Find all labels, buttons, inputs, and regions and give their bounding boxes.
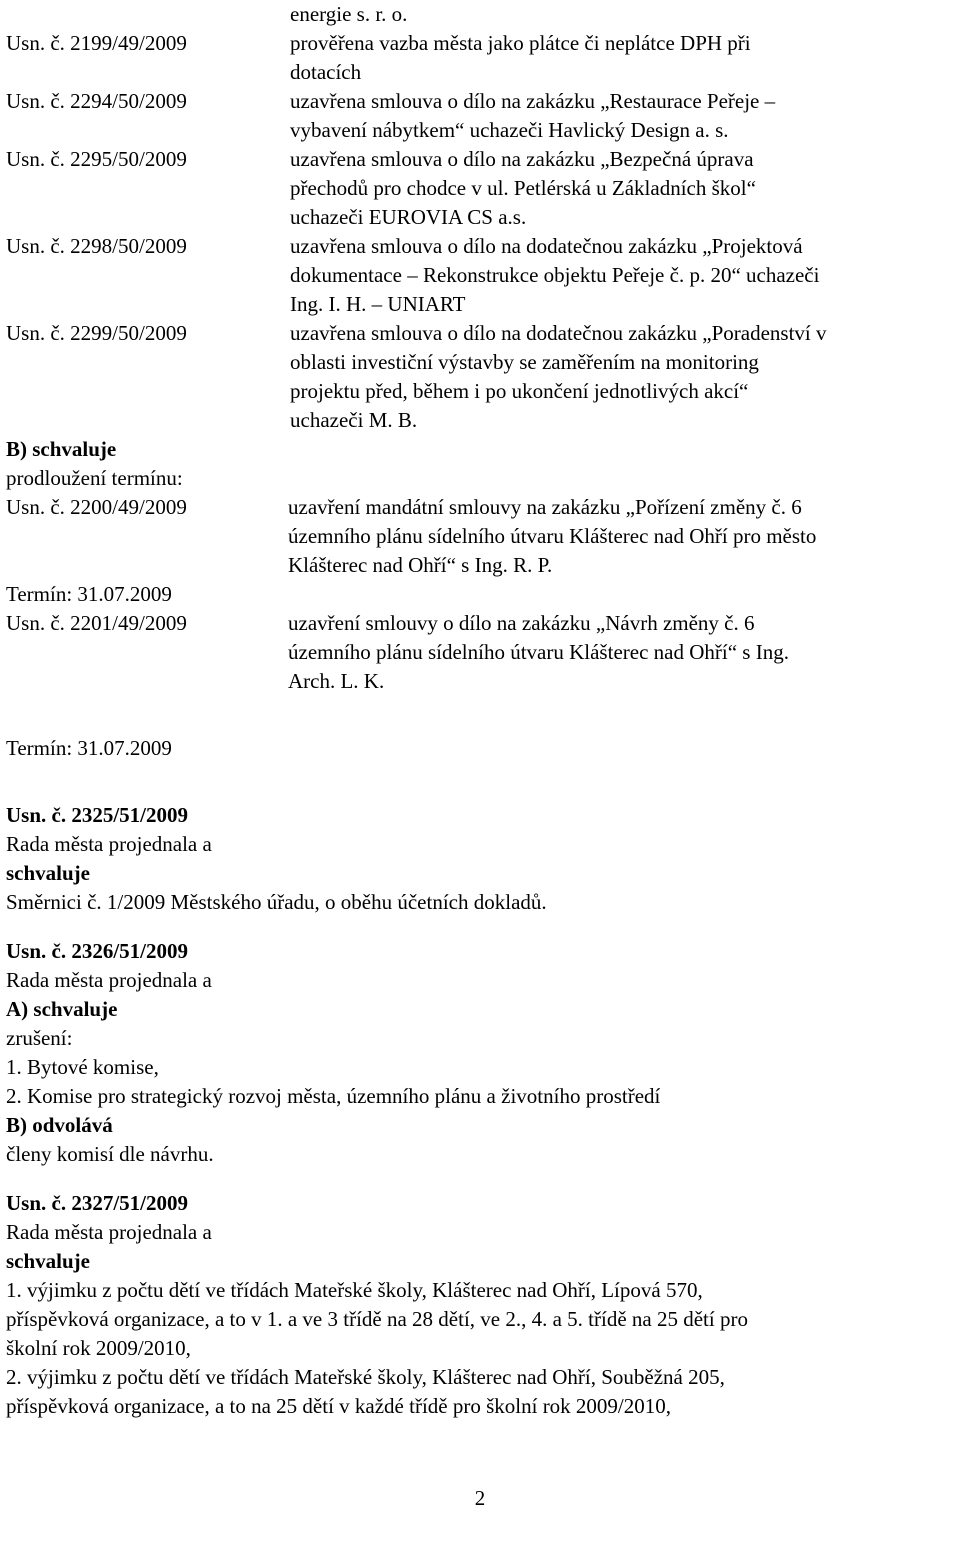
resolution-block-2325 [6,801,958,917]
resolution-2201 [6,609,958,696]
deadline-2200: Termín: 31.07.2009 [6,582,172,606]
exception-paragraph-2: 2. výjimku z počtu dětí ve třídách Mateřské školy, Klášterec nad Ohří, Souběžná 205, příspěvková organizace, a to na 25 dětí v každé třídě pro školní rok 2009/2010, [6,1365,725,1418]
resolution-verb: schvaluje [6,1249,90,1273]
resolution-list-b [6,493,958,763]
resolution-2200 [6,493,958,580]
section-b-subheading: prodloužení termínu: [6,466,183,490]
resolution-verb: schvaluje [6,861,90,885]
spacer [6,696,958,734]
resolution-label: Usn. č. 2298/50/2009 [6,234,187,258]
resolution-title: Usn. č. 2325/51/2009 [6,803,189,827]
resolution-2295 [6,145,958,232]
resolution-text: uzavřena smlouva o dílo na dodatečnou zakázku „Projektová dokumentace – Rekonstrukce objektu Peřeje č. p. 20“ uchazeči Ing. I. H. – UNIART [290,234,820,316]
resolution-2299 [6,319,958,435]
continuation-line: energie s. r. o. [290,2,408,26]
resolution-text: uzavřena smlouva o dílo na zakázku „Bezpečná úprava přechodů pro chodce v ul. Petlérská u Základních škol“ uchazeči EUROVIA CS a.s. [290,147,756,229]
resolution-intro: Rada města projednala a [6,1220,212,1244]
resolution-intro: Rada města projednala a [6,968,212,992]
page-number: 2 [474,1486,486,1510]
resolution-text: Směrnici č. 1/2009 Městského úřadu, o oběhu účetních dokladů. [6,890,547,914]
resolution-text: uzavřena smlouva o dílo na dodatečnou zakázku „Poradenství v oblasti investiční výstavby se zaměřením na monitoring projektu před, během i po ukončení jednotlivých akcí“ uchazeči M. B. [290,321,827,432]
resolution-sub-a: zrušení: [6,1026,73,1050]
resolution-2199 [6,29,958,87]
resolution-block-2327 [6,1189,958,1421]
spacer [6,1169,958,1189]
resolution-label: Usn. č. 2295/50/2009 [6,147,187,171]
resolution-text-b: členy komisí dle návrhu. [6,1142,214,1166]
deadline-2201: Termín: 31.07.2009 [6,736,172,760]
resolution-text: prověřena vazba města jako plátce či neplátce DPH při dotacích [290,31,751,84]
list-item: 1. Bytové komise, [6,1055,159,1079]
list-item: 2. Komise pro strategický rozvoj města, územního plánu a životního prostředí [6,1084,661,1108]
resolution-verb-b: B) odvolává [6,1113,113,1137]
resolution-label: Usn. č. 2294/50/2009 [6,89,187,113]
section-b-heading: B) schvaluje [6,437,117,461]
resolution-2294 [6,87,958,145]
resolution-verb-a: A) schvaluje [6,997,118,1021]
spacer [6,763,958,801]
resolution-label: Usn. č. 2299/50/2009 [6,321,187,345]
resolution-label: Usn. č. 2199/49/2009 [6,31,187,55]
resolution-label: Usn. č. 2200/49/2009 [6,495,187,519]
resolution-label: Usn. č. 2201/49/2009 [6,611,187,635]
resolution-block-2326 [6,937,958,1169]
document-page [6,0,958,1421]
resolution-intro: Rada města projednala a [6,832,212,856]
resolution-title: Usn. č. 2327/51/2009 [6,1191,189,1215]
resolution-text: uzavřena smlouva o dílo na zakázku „Restaurace Peřeje – vybavení nábytkem“ uchazeči Havlický Design a. s. [290,89,776,142]
resolution-title: Usn. č. 2326/51/2009 [6,939,189,963]
spacer [6,917,958,937]
resolution-2298 [6,232,958,319]
resolution-text: uzavření smlouvy o dílo na zakázku „Návrh změny č. 6 územního plánu sídelního útvaru Klášterec nad Ohří“ s Ing. Arch. L. K. [288,611,789,693]
resolution-text: uzavření mandátní smlouvy na zakázku „Pořízení změny č. 6 územního plánu sídelního útvaru Klášterec nad Ohří pro město Klášterec nad Ohří“ s Ing. R. P. [288,495,817,577]
exception-paragraph-1: 1. výjimku z počtu dětí ve třídách Mateřské školy, Klášterec nad Ohří, Lípová 570, příspěvková organizace, a to v 1. a ve 3 třídě na 28 dětí, ve 2., 4. a 5. třídě na 25 dětí pro školní rok 2009/2010, [6,1278,748,1360]
resolution-list-a [6,29,958,435]
